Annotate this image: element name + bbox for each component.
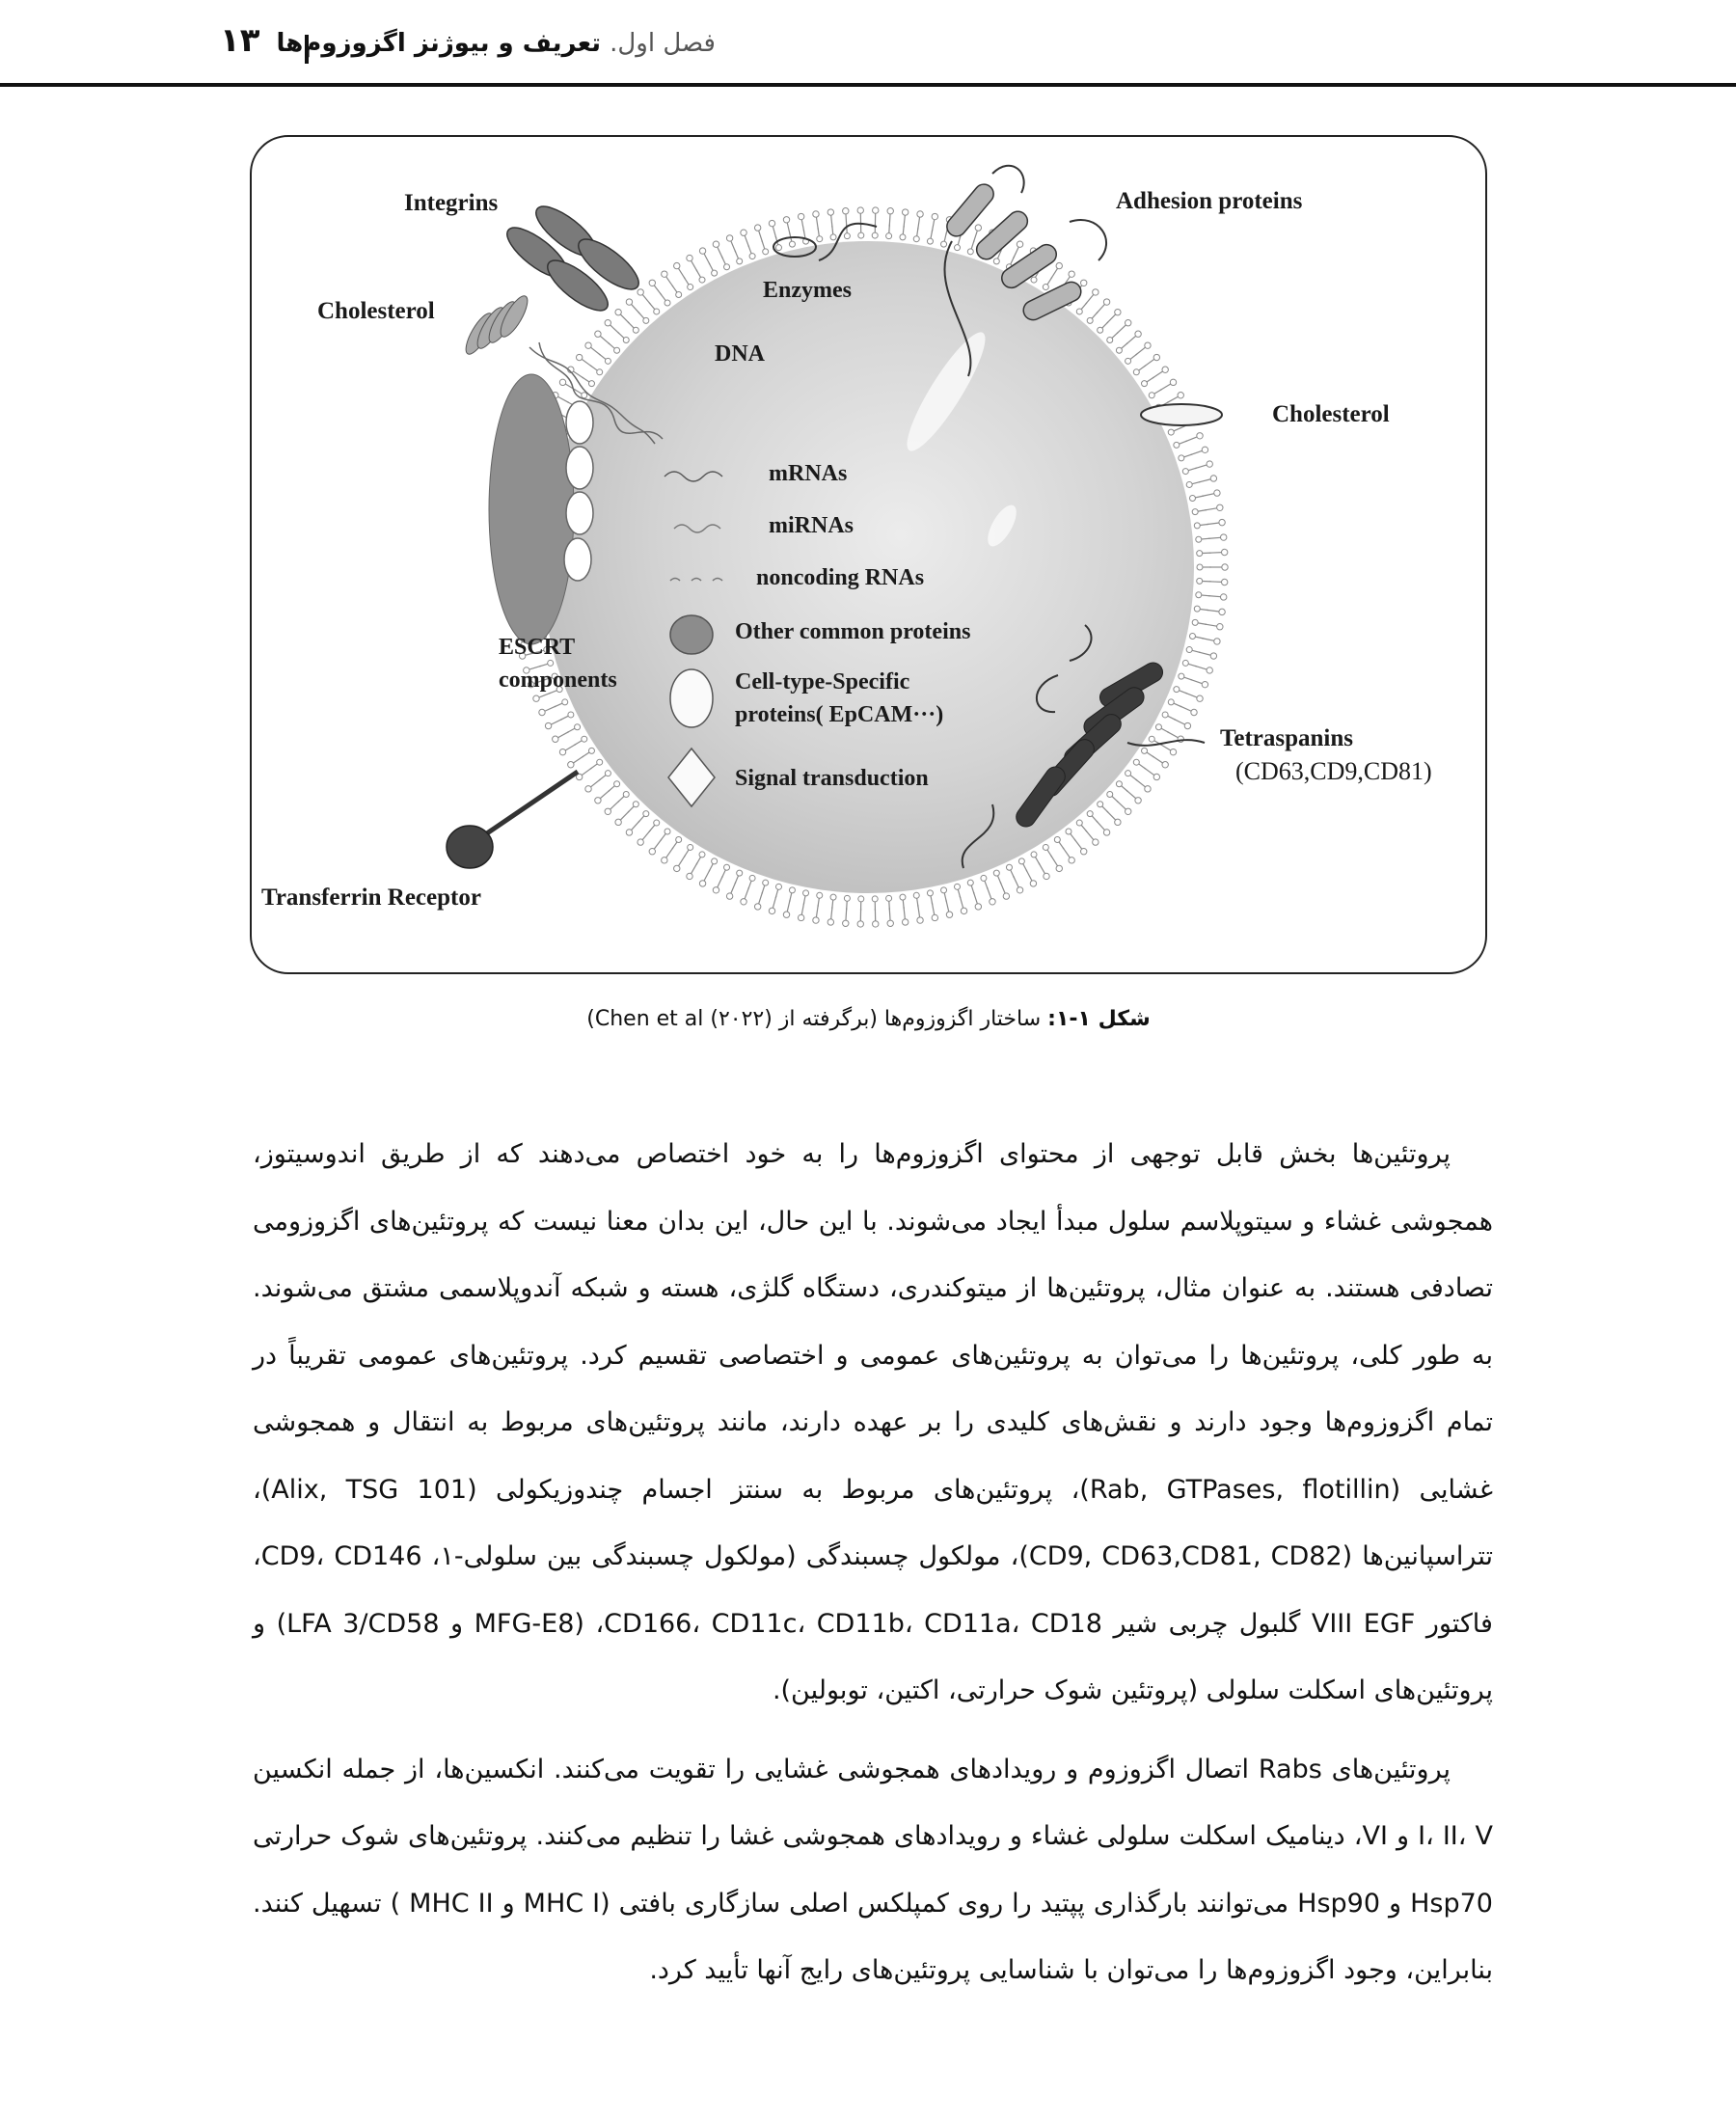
- lipid-head: [872, 896, 878, 902]
- lipid-head: [1168, 429, 1174, 435]
- lipid-head: [1115, 819, 1121, 825]
- lipid-head: [643, 317, 649, 323]
- lipid-head: [1069, 858, 1074, 863]
- lipid-head: [1219, 519, 1225, 525]
- lipid-head: [749, 254, 755, 259]
- lipid-head: [1107, 791, 1113, 797]
- lipid-head: [913, 892, 919, 898]
- lipid-head: [817, 236, 823, 242]
- lipid-head: [1217, 504, 1223, 510]
- lipid-head: [749, 875, 755, 881]
- lipid-head: [783, 912, 789, 917]
- lipid-head: [1054, 836, 1060, 842]
- lipid-head: [649, 280, 655, 286]
- legend-cell-type-specific: Cell-type-Specific: [735, 669, 910, 694]
- lipid-head: [726, 893, 732, 899]
- chapter-label: فصل اول.: [610, 29, 716, 58]
- lipid-head: [803, 890, 809, 896]
- lipid-head: [1145, 786, 1151, 792]
- lipid-head: [887, 208, 893, 214]
- lipid-head: [548, 660, 554, 666]
- lipid-head: [1135, 798, 1141, 803]
- lipid-head: [1174, 687, 1180, 693]
- lipid-head: [713, 241, 719, 247]
- lipid-head: [932, 914, 937, 920]
- lipid-head: [724, 264, 730, 270]
- lipid-head: [633, 802, 638, 807]
- lipid-head: [674, 865, 680, 871]
- lipid-head: [1018, 858, 1024, 864]
- lipid-head: [1191, 709, 1197, 715]
- lipid-head: [649, 849, 655, 855]
- label-escrt-components: components: [499, 667, 617, 693]
- lipid-head: [559, 749, 565, 754]
- page-header: [0, 0, 1736, 89]
- lipid-head: [1196, 592, 1202, 598]
- lipid-head: [1031, 852, 1037, 858]
- chapter-title: تعریف و بیوژنز اگزوزوم‌ها: [276, 29, 602, 58]
- lipid-head: [1043, 285, 1048, 290]
- lipid-head: [568, 712, 574, 718]
- lipid-head: [993, 259, 999, 264]
- lipid-head: [775, 884, 781, 889]
- lipid-head: [614, 347, 620, 353]
- lipid-head: [927, 890, 933, 896]
- lipid-head: [900, 894, 906, 900]
- lipid-head: [1210, 653, 1216, 659]
- lipid-head: [1149, 736, 1154, 742]
- lipid-head: [1017, 241, 1022, 247]
- lipid-head: [754, 225, 760, 231]
- lipid-head: [858, 232, 864, 238]
- lipid-head: [699, 852, 705, 858]
- lipid-head: [637, 289, 643, 295]
- lipid-head: [1116, 781, 1122, 787]
- lipid-head: [605, 320, 610, 326]
- lipid-head: [1210, 476, 1216, 481]
- lipid-head: [605, 808, 610, 814]
- label-tetraspanins: Tetraspanins: [1220, 725, 1354, 751]
- lipid-head: [932, 213, 937, 219]
- label-dna: DNA: [715, 341, 765, 367]
- lipid-head: [539, 709, 545, 715]
- lipid-head: [687, 255, 692, 260]
- lipid-head: [1017, 887, 1022, 893]
- lipid-head: [798, 914, 803, 920]
- lipid-head: [993, 870, 999, 876]
- lipid-head: [1194, 606, 1200, 612]
- lipid-head: [1153, 354, 1159, 360]
- cell-type-specific-proteins-icon: [670, 669, 713, 727]
- lipid-head: [585, 786, 591, 792]
- legend-signal-transduction: Signal transduction: [735, 766, 929, 791]
- lipid-head: [1076, 820, 1082, 826]
- lipid-head: [1135, 331, 1141, 337]
- lipid-head: [588, 748, 594, 753]
- transferrin-receptor-icon: [447, 772, 578, 868]
- lipid-head: [1142, 381, 1148, 387]
- lipid-head: [562, 699, 568, 705]
- lipid-head: [1170, 379, 1176, 385]
- lipid-head: [699, 881, 705, 886]
- lipid-head: [946, 912, 952, 917]
- lipid-head: [857, 921, 863, 927]
- lipid-head: [843, 920, 849, 926]
- lipid-head: [1179, 673, 1184, 679]
- lipid-head: [1162, 762, 1168, 768]
- lipid-head: [917, 917, 923, 923]
- lipid-head: [605, 358, 610, 364]
- lipid-head: [913, 236, 919, 242]
- lipid-head: [1126, 771, 1131, 776]
- lipid-head: [545, 722, 551, 728]
- lipid-head: [643, 811, 649, 817]
- lipid-head: [941, 241, 947, 247]
- lipid-head: [1196, 536, 1202, 542]
- lipid-head: [844, 895, 850, 901]
- lipid-head: [712, 270, 718, 276]
- lipid-head: [1221, 594, 1227, 600]
- legend-other-common-proteins: Other common proteins: [735, 619, 971, 644]
- lipid-head: [902, 919, 908, 925]
- lipid-head: [1179, 455, 1184, 461]
- lipid-head: [737, 259, 743, 264]
- lipid-head: [1217, 624, 1223, 630]
- lipid-head: [654, 820, 660, 826]
- label-transferrin-receptor: Transferrin Receptor: [261, 885, 481, 911]
- lipid-head: [1056, 865, 1062, 871]
- lipid-head: [830, 234, 836, 240]
- lipid-head: [927, 238, 933, 244]
- lipid-head: [726, 235, 732, 241]
- lipid-head: [605, 771, 610, 776]
- lipid-head: [699, 277, 705, 283]
- lipid-head: [1221, 549, 1227, 555]
- lipid-head: [1145, 342, 1151, 348]
- lipid-head: [872, 232, 878, 238]
- lipid-head: [1069, 271, 1074, 277]
- lipid-head: [688, 844, 693, 850]
- lipid-head: [674, 262, 680, 268]
- lipid-head: [582, 736, 587, 742]
- lipid-head: [1222, 564, 1228, 570]
- lipid-head: [1076, 309, 1082, 314]
- lipid-head: [1162, 367, 1168, 372]
- legend-noncoding-rnas: noncoding RNAs: [756, 565, 925, 590]
- lipid-head: [887, 920, 893, 926]
- lipid-head: [597, 369, 603, 375]
- lipid-head: [1189, 634, 1195, 640]
- lipid-head: [1194, 523, 1200, 529]
- lipid-head: [783, 217, 789, 223]
- lipid-head: [688, 285, 693, 290]
- lipid-head: [1197, 695, 1203, 701]
- header-rule: [0, 83, 1736, 87]
- cholesterol-icon: [1141, 404, 1222, 425]
- exosome-diagram: [250, 135, 1487, 974]
- legend-mrnas: mRNAs: [769, 461, 848, 486]
- figure-caption-text: ساختار اگزوزوم‌ها (برگرفته از Chen et al (۲۰۲۲)): [586, 1007, 1042, 1031]
- lipid-head: [633, 327, 638, 333]
- lipid-head: [817, 892, 823, 898]
- lipid-head: [789, 241, 795, 247]
- lipid-head: [1221, 534, 1227, 540]
- lipid-head: [1197, 578, 1203, 584]
- lipid-head: [775, 245, 781, 251]
- lipid-head: [769, 908, 774, 913]
- lipid-head: [813, 917, 819, 923]
- lipid-head: [1031, 277, 1037, 283]
- lipid-head: [699, 248, 705, 254]
- lipid-head: [1214, 639, 1220, 644]
- lipid-head: [1103, 830, 1109, 835]
- lipid-head: [1207, 667, 1212, 673]
- lipid-head: [568, 762, 574, 768]
- lipid-head: [1182, 660, 1188, 666]
- lipid-head: [955, 884, 961, 889]
- lipid-head: [990, 899, 995, 905]
- lipid-head: [665, 300, 670, 306]
- lipid-head: [1207, 461, 1212, 467]
- legend-mirnas: miRNAs: [769, 513, 854, 538]
- lipid-head: [1115, 309, 1121, 314]
- lipid-head: [1081, 280, 1087, 286]
- lipid-head: [1093, 289, 1099, 295]
- lipid-head: [1182, 469, 1188, 475]
- lipid-head: [737, 870, 743, 876]
- lipid-head: [827, 919, 833, 925]
- body-text: [253, 1121, 1493, 2004]
- lipid-head: [676, 836, 682, 842]
- lipid-head: [595, 798, 601, 803]
- lipid-head: [955, 245, 961, 251]
- lipid-head: [1126, 320, 1131, 326]
- lipid-head: [559, 379, 565, 385]
- lipid-head: [637, 839, 643, 845]
- figure-caption-label: شکل ۱-۱:: [1047, 1007, 1151, 1031]
- lipid-head: [585, 342, 591, 348]
- lipid-head: [724, 864, 730, 870]
- lipid-head: [626, 830, 632, 835]
- legend-cell-type-specific-proteins: proteins( EpCAM···): [735, 702, 944, 727]
- lipid-head: [1192, 619, 1198, 625]
- lipid-head: [1155, 724, 1161, 730]
- lipid-head: [1093, 839, 1099, 845]
- lipid-head: [1174, 442, 1180, 448]
- lipid-head: [844, 233, 850, 239]
- label-adhesion-proteins: Adhesion proteins: [1116, 188, 1303, 214]
- other-common-proteins-icon: [670, 615, 713, 654]
- lipid-head: [665, 829, 670, 834]
- lipid-head: [1197, 551, 1203, 557]
- lipid-head: [1116, 347, 1122, 353]
- lipid-head: [1221, 579, 1227, 585]
- cholesterol-icon: [461, 292, 532, 358]
- lipid-head: [1003, 893, 1009, 899]
- lipid-head: [575, 724, 581, 730]
- lipid-head: [873, 921, 879, 927]
- lipid-head: [597, 759, 603, 765]
- lipid-head: [626, 299, 632, 305]
- label-escrt: ESCRT: [499, 635, 576, 660]
- lipid-head: [798, 213, 803, 219]
- lipid-head: [858, 896, 864, 902]
- lipid-head: [614, 781, 620, 787]
- lipid-head: [623, 338, 629, 343]
- lipid-head: [941, 887, 947, 893]
- lipid-head: [975, 904, 981, 910]
- label-tetraspanins-members: (CD63,CD9,CD81): [1235, 757, 1432, 785]
- lipid-head: [1202, 681, 1207, 687]
- lipid-head: [1162, 712, 1168, 718]
- label-enzymes: Enzymes: [763, 278, 852, 303]
- lipid-head: [576, 354, 582, 360]
- lipid-head: [741, 230, 746, 235]
- lipid-head: [789, 887, 795, 893]
- lipid-head: [1189, 495, 1195, 501]
- paragraph: پروتئین‌ها بخش قابل توجهی از محتوای اگزوزوم‌ها را به خود اختصاص می‌دهند که از طریق اندوسیتوز، همجوشی غشاء و سیتوپلاسم سلول مبدأ ایجاد می‌شوند. با این حال، این بدان معنا نیست که پروتئین‌های اگزوزومی تصادفی هستند. به عنوان مثال، پروتئین‌ها از میتوکندری، دستگاه گلژی، هسته و شبکه آندوپلاسمی مشتق می‌شوند. به طور کلی، پروتئین‌ها را می‌توان به پروتئین‌های عمومی و اختصاصی تقسیم کرد. پروتئین‌های عمومی تقریباً در تمام اگزوزوم‌ها وجود دارند و نقش‌های کلیدی را بر عهده دارند، مانند پروتئین‌های مربوط به انتقال و همجوشی غشایی (Rab, GTPases, flotillin)، پروتئین‌های مربوط به سنتز اجسام چندوزیکولی (Alix, TSG 101)، تتراسپانین‌ها (CD9, CD63,CD81, CD82)، مولکول چسبندگی (مولکول چسبندگی بین سلولی-۱، CD9، CD146، فاکتور VIII EGF گلبول چربی شیر CD166، CD11c، CD11b، CD11a، CD18، (MFG-E8 و LFA 3/CD58) و پروتئین‌های اسکلت سلولی (پروتئین شوک حرارتی، اکتین، توبولین).: [253, 1139, 1493, 1705]
- figure-caption: [250, 1007, 1487, 1031]
- lipid-head: [1133, 759, 1139, 765]
- lipid-head: [662, 271, 667, 277]
- lipid-head: [1098, 802, 1103, 807]
- lipid-head: [1192, 509, 1198, 515]
- lipid-head: [967, 880, 973, 885]
- lipid-head: [1081, 849, 1087, 855]
- lipid-head: [886, 233, 892, 239]
- lipid-head: [981, 875, 987, 881]
- lipid-head: [713, 887, 719, 893]
- lipid-head: [1168, 699, 1174, 705]
- lipid-head: [902, 209, 908, 215]
- lipid-head: [582, 393, 587, 398]
- lipid-head: [827, 209, 833, 215]
- page-number: ۱۳: [220, 21, 260, 60]
- lipid-head: [1087, 317, 1093, 323]
- lipid-head: [754, 904, 760, 910]
- lipid-head: [1149, 393, 1154, 398]
- running-title: [276, 29, 716, 58]
- lipid-head: [588, 381, 594, 387]
- lipid-head: [975, 225, 981, 231]
- lipid-head: [595, 331, 601, 337]
- lipid-head: [1170, 749, 1176, 754]
- lipid-head: [654, 309, 660, 314]
- lipid-head: [763, 880, 769, 885]
- lipid-head: [553, 736, 558, 742]
- lipid-head: [1186, 647, 1192, 653]
- lipid-head: [741, 899, 746, 905]
- label-cholesterol-right: Cholesterol: [1272, 401, 1390, 427]
- lipid-head: [1043, 844, 1048, 850]
- lipid-head: [830, 894, 836, 900]
- lipid-head: [1126, 358, 1131, 364]
- lipid-head: [1066, 829, 1071, 834]
- lipid-head: [1186, 481, 1192, 487]
- lipid-head: [662, 858, 667, 863]
- lipid-head: [873, 207, 879, 213]
- lipid-head: [961, 908, 966, 913]
- lipid-head: [1184, 722, 1190, 728]
- lipid-head: [857, 207, 863, 213]
- lipid-head: [1133, 369, 1139, 375]
- lipid-head: [615, 309, 621, 314]
- lipid-head: [1214, 490, 1220, 496]
- lipid-head: [1030, 881, 1036, 886]
- lipid-head: [1056, 262, 1062, 268]
- lipid-head: [813, 211, 819, 217]
- lipid-head: [1197, 564, 1203, 570]
- lipid-head: [615, 819, 621, 825]
- lipid-head: [843, 208, 849, 214]
- lipid-head: [1219, 609, 1225, 614]
- lipid-head: [769, 220, 774, 226]
- lipid-head: [533, 695, 539, 701]
- lipid-head: [763, 249, 769, 255]
- label-integrins: Integrins: [404, 190, 499, 216]
- lipid-head: [1107, 338, 1113, 343]
- lipid-head: [1142, 748, 1148, 753]
- lipid-head: [967, 249, 973, 255]
- lipid-head: [1103, 299, 1109, 305]
- lipid-head: [1006, 864, 1012, 870]
- lipid-head: [1178, 393, 1183, 398]
- lipid-head: [886, 895, 892, 901]
- lipid-head: [687, 873, 692, 879]
- lipid-head: [1202, 447, 1207, 452]
- lipid-head: [1153, 774, 1159, 779]
- lipid-head: [1197, 433, 1203, 439]
- lipid-head: [900, 234, 906, 240]
- lipid-head: [1087, 811, 1093, 817]
- lipid-head: [676, 292, 682, 298]
- lipid-head: [1126, 808, 1131, 814]
- lipid-head: [917, 211, 923, 217]
- paragraph: پروتئین‌های Rabs اتصال اگزوزوم و رویدادهای همجوشی غشایی را تقویت می‌کنند. انکسین‌ها، از جمله انکسین I، II، V و VI، دینامیک اسکلت سلولی غشاء و رویدادهای همجوشی غشا را تنظیم می‌کنند. پروتئین‌های شوک حرارتی Hsp70 و Hsp90 می‌توانند بارگذاری پپتید را روی کمپلکس اصلی سازگاری بافتی (MHC I و MHC II ) تسهیل کنند. بنابراین، وجود اگزوزوم‌ها را می‌توان با شناسایی پروتئین‌های رایج آنها تأیید کرد.: [253, 1754, 1493, 1985]
- lipid-head: [623, 791, 629, 797]
- lipid-head: [712, 858, 718, 864]
- lipid-head: [1098, 327, 1103, 333]
- label-cholesterol-left: Cholesterol: [317, 298, 435, 324]
- lipid-head: [1044, 873, 1049, 879]
